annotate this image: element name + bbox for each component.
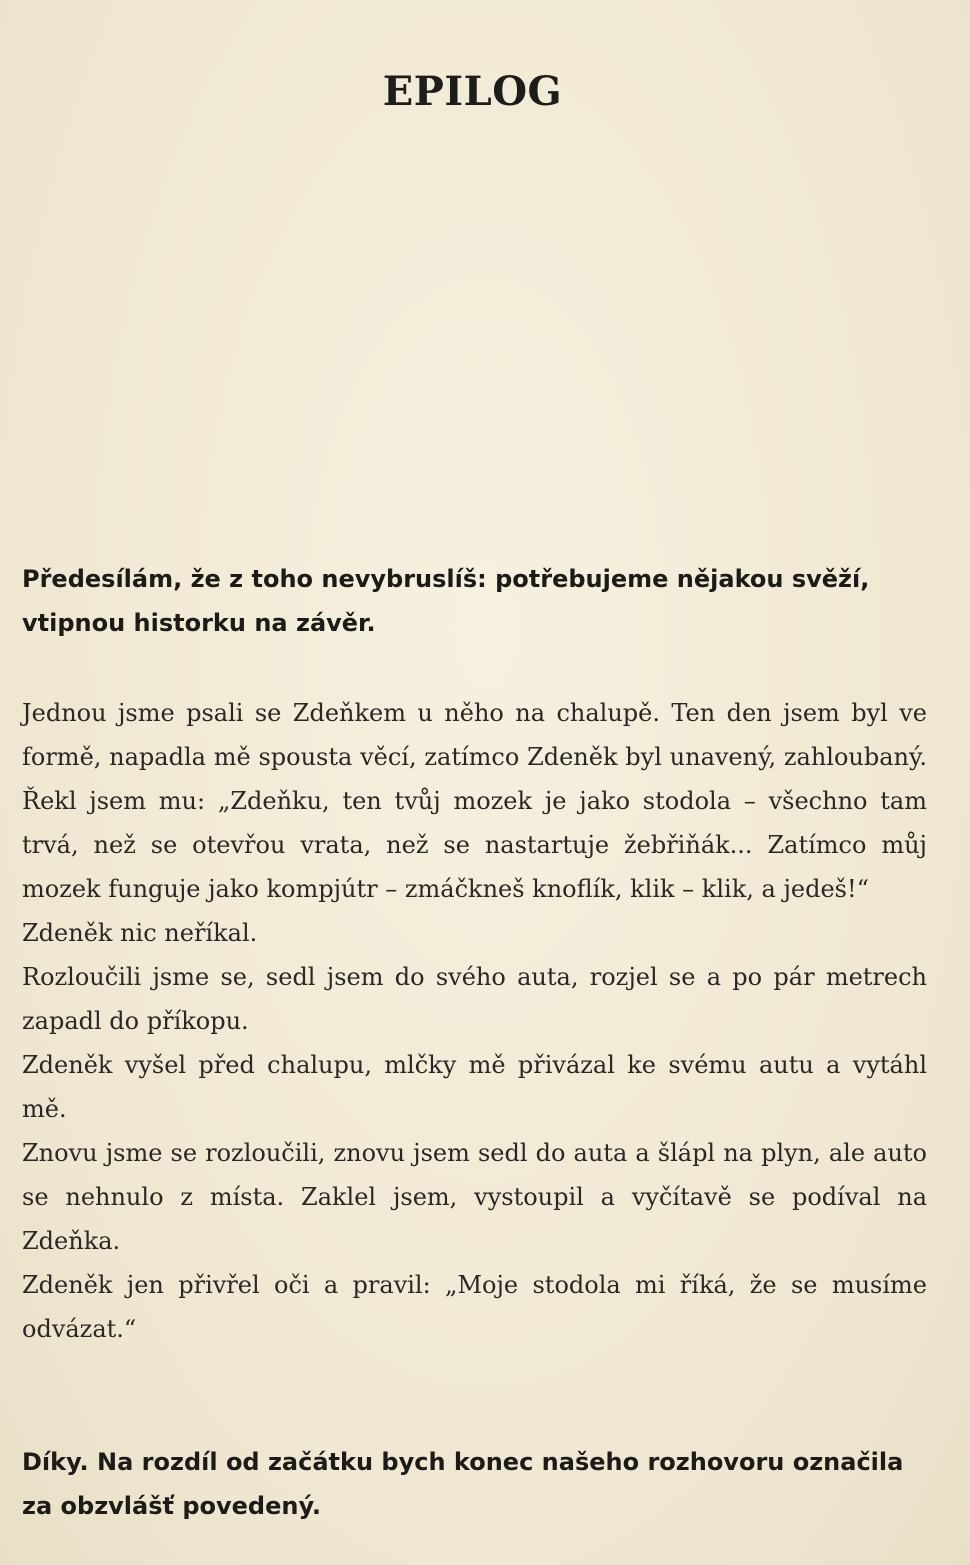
chapter-title: EPILOG — [382, 68, 563, 115]
answer-paragraph: Rozloučili jsme se, sedl jsem do svého auta, rozjel se a po pár metrech zapadl do příkopu. — [22, 963, 927, 1035]
interviewer-closing-remark: Díky. Na rozdíl od začátku bych konec našeho rozhovoru označila za obzvlášť povedený. — [22, 1448, 904, 1520]
answer-paragraph: Zdeněk vyšel před chalupu, mlčky mě přivázal ke svému autu a vytáhl mě. — [22, 1051, 927, 1123]
interviewer-question: Předesílám, že z toho nevybruslíš: potřebujeme nějakou svěží, vtipnou historku na závěr. — [22, 565, 870, 637]
answer-block — [22, 691, 927, 1351]
answer-paragraph: Jednou jsme psali se Zdeňkem u něho na chalupě. Ten den jsem byl ve formě, napadla mě spousta věcí, zatímco Zdeněk byl unavený, zahloubaný. Řekl jsem mu: „Zdeňku, ten tvůj mozek je jako stodola – všechno tam trvá, než se otevřou vrata, než se nastartuje žebřiňák... Zatímco můj mozek funguje jako kompjútr – zmáčkneš knoflík, klik – klik, a jedeš!“ — [22, 699, 927, 903]
answer-paragraph: Zdeněk nic neříkal. — [22, 919, 258, 947]
answer-paragraph: Znovu jsme se rozloučili, znovu jsem sedl do auta a šlápl na plyn, ale auto se nehnulo z místa. Zaklel jsem, vystoupil a vyčítavě se podíval na Zdeňka. — [22, 1139, 927, 1255]
answer-paragraph: Zdeněk jen přivřel oči a pravil: „Moje stodola mi říká, že se musíme odvázat.“ — [22, 1271, 927, 1343]
